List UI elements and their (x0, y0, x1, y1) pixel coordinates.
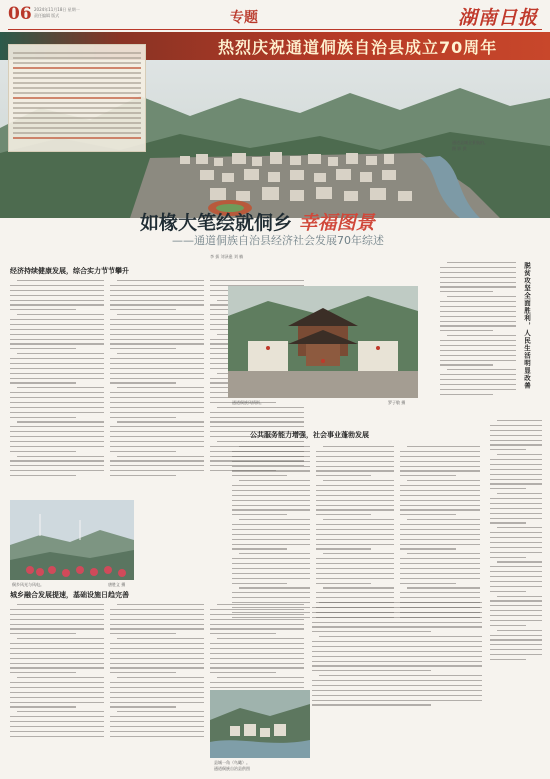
text-column-2a (10, 604, 104, 741)
photo-county-corner (210, 690, 310, 758)
text-column-side-b (490, 420, 542, 664)
page-header (0, 0, 550, 30)
editor-line: 责任编辑 版式 (34, 13, 60, 18)
bottom-caption-line2: 通道侗族自治县供图 (214, 766, 250, 771)
newspaper-logo: 湖南日报 (457, 7, 538, 29)
photo-folk-street (228, 286, 418, 398)
article-title-accent: 幸福图景 (298, 212, 375, 234)
section-heading-economy: 经济持续健康发展，综合实力节节攀升 (10, 267, 129, 275)
text-column-3b (316, 446, 394, 622)
article-byline: 李 拔 刘泽逢 刘 楠 (210, 254, 244, 259)
intro-box (8, 44, 146, 152)
hero-caption-credit: 摄 影 供 (452, 146, 467, 151)
text-column-1a (10, 280, 104, 480)
photo1-caption: 通道侗族风情街。 (232, 400, 264, 405)
text-column-side-a (440, 262, 516, 399)
banner-title: 热烈庆祝通道侗族自治县成立70周年 (218, 38, 498, 57)
column-name: 专题 (230, 10, 258, 26)
hero-caption (452, 140, 512, 152)
article-subtitle: ——通道侗族自治县经济社会发展70年综述 (172, 234, 384, 247)
hero-caption-text: 通道县城全景航拍。 (452, 140, 488, 145)
section-heading-services: 公共服务能力增强，社会事业蓬勃发展 (250, 431, 369, 439)
text-column-3c (400, 446, 480, 622)
photo1-credit: 罗子敬 摄 (388, 400, 406, 405)
header-rule (8, 29, 542, 30)
text-column-3d (312, 602, 482, 709)
photo-wind-turbines (10, 500, 134, 580)
page-number: 06 (8, 4, 32, 24)
bottom-photo-caption (214, 760, 250, 772)
bottom-caption-line1: 县城一角（鸟瞰）。 (214, 760, 250, 765)
text-column-1b (110, 280, 204, 480)
date-line (34, 7, 104, 19)
text-column-3a (232, 446, 310, 622)
photo2-caption: 侗乡风光与风电。 (12, 582, 44, 587)
section-heading-urban: 城乡融合发展提速，基础设施日趋完善 (10, 591, 129, 599)
text-column-2b (110, 604, 204, 741)
photo2-credit: 唐胜义 摄 (108, 582, 126, 587)
article-title (140, 208, 375, 235)
issue-date: 2024年11月18日 星期一 (34, 7, 80, 12)
side-section-title: 脱贫攻坚全面胜利，人民生活明显改善 (523, 262, 531, 390)
article-title-main: 如椽大笔绘就侗乡 (140, 212, 293, 234)
